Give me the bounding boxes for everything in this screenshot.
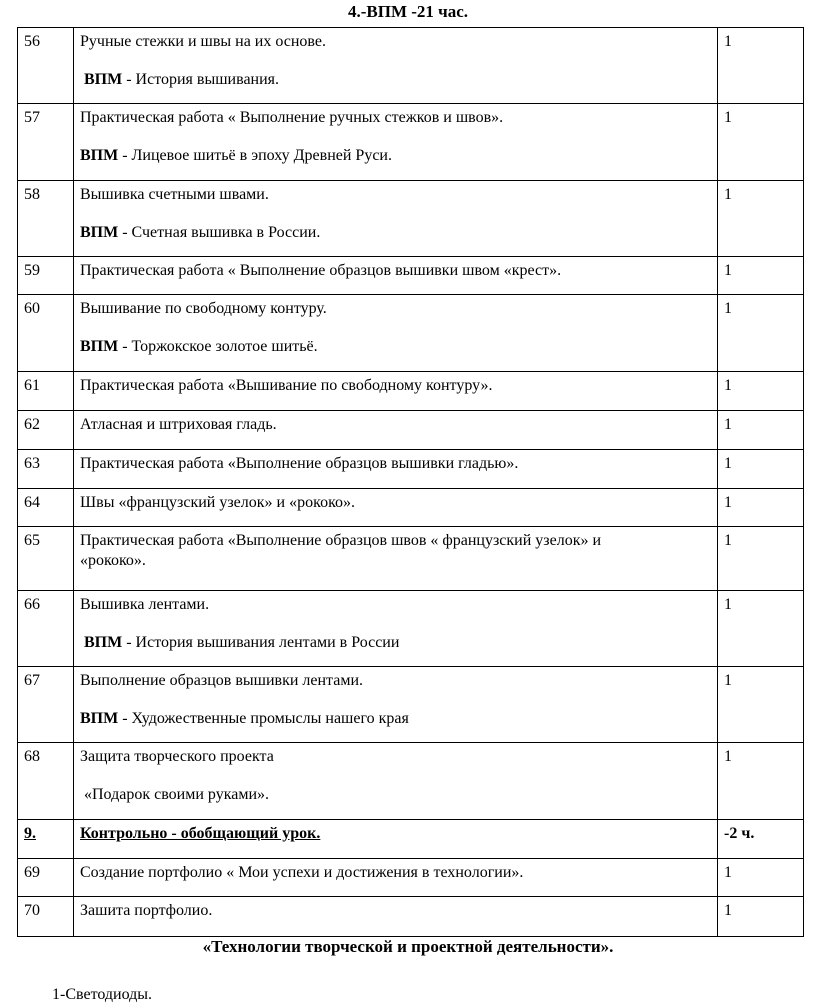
vpm-text: - Художественные промыслы нашего края [118, 710, 409, 727]
section-row [18, 820, 804, 859]
lesson-number: 65 [18, 527, 74, 591]
vpm-label: ВПМ [80, 224, 119, 241]
lesson-hours: 1 [718, 411, 804, 450]
topic-sub [80, 709, 711, 729]
lesson-plan-table [17, 27, 804, 937]
table-row [18, 667, 804, 743]
lesson-hours: 1 [718, 28, 804, 104]
vpm-label: ВПМ [80, 710, 119, 727]
lesson-number: 67 [18, 667, 74, 743]
lesson-hours: 1 [718, 667, 804, 743]
topic-text: Вышивка лентами. [80, 596, 210, 613]
vpm-label: ВПМ [84, 634, 123, 651]
lesson-number: 56 [18, 28, 74, 104]
topic-text: Вышивка счетными швами. [80, 186, 269, 203]
lesson-number: 68 [18, 743, 74, 820]
vpm-text: - Торжокское золотое шитьё. [118, 338, 318, 355]
lesson-number: 62 [18, 411, 74, 450]
lesson-hours: 1 [718, 527, 804, 591]
lesson-topic: Атласная и штриховая гладь. [74, 411, 718, 450]
lesson-hours: 1 [718, 295, 804, 372]
table-row [18, 295, 804, 372]
table-row [18, 104, 804, 181]
vpm-text: - Счетная вышивка в России. [118, 224, 321, 241]
vpm-label: ВПМ [80, 338, 119, 355]
lesson-number: 60 [18, 295, 74, 372]
topic-text: Выполнение образцов вышивки лентами. [80, 672, 364, 689]
lesson-topic [74, 667, 718, 743]
topic-text: Практическая работа «Выполнение образцов швов « французский узелок» и [80, 532, 602, 549]
topic-sub [80, 337, 711, 357]
section-heading: 4.-ВПМ -21 час. [347, 2, 469, 21]
lesson-topic: Швы «французский узелок» и «рококо». [74, 489, 718, 527]
topic-sub [80, 146, 711, 166]
lesson-number: 69 [18, 859, 74, 897]
table-row [18, 859, 804, 897]
table-row [18, 28, 804, 104]
section-hours: -2 ч. [718, 820, 804, 859]
lesson-hours: 1 [718, 104, 804, 181]
lesson-topic: Практическая работа «Вышивание по свободному контуру». [74, 372, 718, 411]
lesson-number: 61 [18, 372, 74, 411]
lesson-number: 57 [18, 104, 74, 181]
lesson-topic [74, 527, 718, 591]
lesson-topic [74, 104, 718, 181]
lesson-topic: Зашита портфолио. [74, 897, 718, 937]
vpm-text: - Лицевое шитьё в эпоху Древней Руси. [118, 147, 392, 164]
topic-sub [80, 633, 711, 653]
lesson-topic [74, 28, 718, 104]
topic-text: Вышивание по свободному контуру. [80, 300, 327, 317]
table-row [18, 743, 804, 820]
topic-text: Защита творческого проекта [80, 748, 274, 765]
table-row [18, 372, 804, 411]
lesson-number: 66 [18, 591, 74, 667]
lesson-topic: Создание портфолио « Мои успехи и достижения в технологии». [74, 859, 718, 897]
section-title: Контрольно - обобщающий урок. [74, 820, 718, 859]
lesson-topic: Практическая работа «Выполнение образцов вышивки гладью». [74, 450, 718, 489]
lesson-topic [74, 295, 718, 372]
vpm-text: - История вышивания лентами в России [122, 634, 400, 651]
next-section-item: 1-Светодиоды. [52, 986, 153, 1003]
topic-text-continued: «рококо». [80, 552, 146, 569]
next-section-title: «Технологии творческой и проектной деятельности». [202, 937, 614, 956]
lesson-topic [74, 181, 718, 257]
lesson-number: 64 [18, 489, 74, 527]
lesson-hours: 1 [718, 591, 804, 667]
lesson-number: 58 [18, 181, 74, 257]
table-row [18, 489, 804, 527]
lesson-hours: 1 [718, 257, 804, 295]
lesson-topic [74, 743, 718, 820]
section-number: 9. [18, 820, 74, 859]
lesson-number: 70 [18, 897, 74, 937]
table-row [18, 527, 804, 591]
vpm-text: - История вышивания. [122, 71, 280, 88]
lesson-hours: 1 [718, 450, 804, 489]
topic-sub: «Подарок своими руками». [84, 786, 270, 803]
lesson-topic: Практическая работа « Выполнение образцов вышивки швом «крест». [74, 257, 718, 295]
lesson-hours: 1 [718, 859, 804, 897]
table-row [18, 257, 804, 295]
table-row [18, 897, 804, 937]
table-row [18, 181, 804, 257]
lesson-number: 59 [18, 257, 74, 295]
lesson-hours: 1 [718, 181, 804, 257]
table-row [18, 411, 804, 450]
topic-sub [80, 223, 711, 243]
vpm-label: ВПМ [80, 147, 119, 164]
topic-sub [80, 70, 711, 90]
table-row [18, 591, 804, 667]
lesson-number: 63 [18, 450, 74, 489]
lesson-hours: 1 [718, 489, 804, 527]
lesson-hours: 1 [718, 897, 804, 937]
lesson-hours: 1 [718, 372, 804, 411]
topic-text: Ручные стежки и швы на их основе. [80, 33, 326, 50]
vpm-label: ВПМ [84, 71, 123, 88]
lesson-hours: 1 [718, 743, 804, 820]
lesson-topic [74, 591, 718, 667]
table-row [18, 450, 804, 489]
topic-text: Практическая работа « Выполнение ручных стежков и швов». [80, 109, 504, 126]
